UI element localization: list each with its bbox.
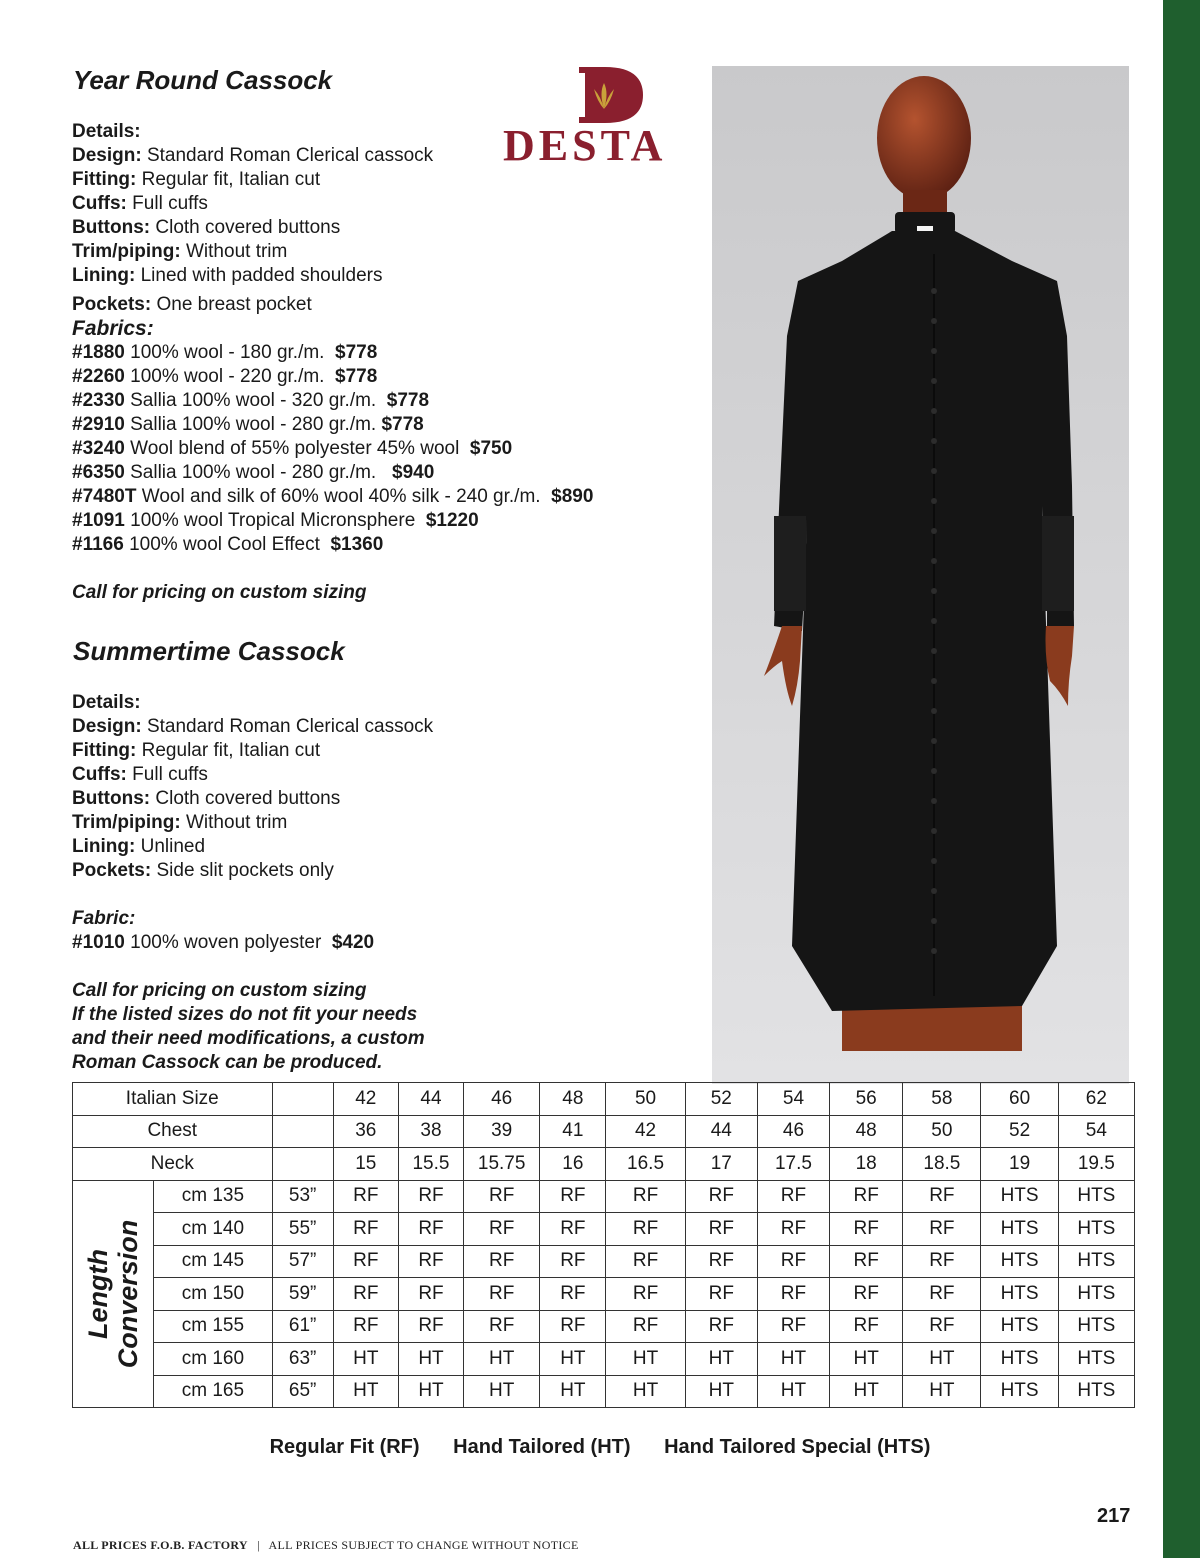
fit-code-cell: RF [464, 1278, 540, 1311]
table-cell: 19 [981, 1148, 1058, 1181]
fit-code-cell: HT [830, 1375, 903, 1408]
length-cm-cell: cm 160 [154, 1343, 272, 1376]
fit-code-cell: RF [606, 1310, 685, 1343]
fit-code-cell: RF [540, 1180, 606, 1213]
fit-code-cell: RF [464, 1245, 540, 1278]
fit-code-cell: HT [903, 1375, 981, 1408]
fit-code-cell: RF [757, 1245, 829, 1278]
fit-code-cell: RF [903, 1245, 981, 1278]
length-conversion-cell [73, 1180, 154, 1408]
fit-code-cell: RF [333, 1245, 398, 1278]
fit-code-cell: HT [757, 1375, 829, 1408]
length-inch-cell: 59” [272, 1278, 333, 1311]
desta-logo-text: DESTA [503, 121, 667, 170]
table-cell: 15.5 [398, 1148, 463, 1181]
fit-code-cell: HT [398, 1343, 463, 1376]
table-header-row [73, 1083, 1135, 1116]
fit-code-cell: HTS [981, 1245, 1058, 1278]
legend-regular-fit: Regular Fit (RF) [269, 1436, 420, 1458]
fit-code-cell: HT [464, 1375, 540, 1408]
length-inch-cell: 65” [272, 1375, 333, 1408]
table-cell: 39 [464, 1115, 540, 1148]
fit-code-cell: RF [606, 1180, 685, 1213]
table-cell: 46 [464, 1083, 540, 1116]
fabric-row: #1166 100% wool Cool Effect $1360 [72, 534, 384, 555]
detail-fitting: Fitting: Regular fit, Italian cut [72, 740, 321, 761]
conversion-label: Conversion [113, 1219, 144, 1369]
table-cell: 42 [333, 1083, 398, 1116]
fit-code-cell: HTS [1058, 1375, 1134, 1408]
length-label: Length [83, 1248, 114, 1339]
detail-buttons: Buttons: Cloth covered buttons [72, 788, 341, 809]
details-heading: Details: [72, 121, 141, 142]
fit-code-cell: RF [685, 1213, 757, 1246]
fit-code-cell: RF [757, 1278, 829, 1311]
table-cell: 48 [830, 1115, 903, 1148]
fit-code-cell: RF [903, 1180, 981, 1213]
table-cell: 50 [606, 1083, 685, 1116]
fit-code-cell: RF [398, 1310, 463, 1343]
fit-code-cell: RF [685, 1310, 757, 1343]
detail-pockets: Pockets: Side slit pockets only [72, 860, 334, 881]
table-cell: 17.5 [757, 1148, 829, 1181]
fit-code-cell: HTS [981, 1180, 1058, 1213]
cassock-illustration [712, 66, 1129, 1084]
table-row [73, 1310, 1135, 1343]
fit-code-cell: HT [398, 1375, 463, 1408]
fit-code-cell: RF [903, 1310, 981, 1343]
table-cell: 15.75 [464, 1148, 540, 1181]
detail-trim: Trim/piping: Without trim [72, 812, 288, 833]
table-header-row [73, 1148, 1135, 1181]
fit-code-cell: HT [540, 1343, 606, 1376]
fit-code-cell: HT [606, 1375, 685, 1408]
fit-code-cell: RF [464, 1180, 540, 1213]
fit-code-cell: RF [757, 1310, 829, 1343]
fit-code-cell: RF [903, 1213, 981, 1246]
table-row [73, 1343, 1135, 1376]
fabric-row: #1010 100% woven polyester $420 [72, 932, 375, 953]
fit-code-cell: RF [685, 1278, 757, 1311]
custom-note-line: and their need modifications, a custom [72, 1028, 425, 1049]
fit-code-cell: RF [540, 1245, 606, 1278]
length-conversion-label [83, 1219, 143, 1368]
fabric-row: #2260 100% wool - 220 gr./m. $778 [72, 366, 378, 387]
fit-code-cell: HT [903, 1343, 981, 1376]
fit-code-cell: RF [757, 1180, 829, 1213]
size-chart-table [72, 1082, 1135, 1408]
fabric-row: #7480T Wool and silk of 60% wool 40% silk - 240 gr./m. $890 [72, 486, 594, 507]
detail-buttons: Buttons: Cloth covered buttons [72, 217, 341, 238]
blank-cell [272, 1115, 333, 1148]
fit-code-cell: RF [398, 1213, 463, 1246]
detail-trim: Trim/piping: Without trim [72, 241, 288, 262]
row-label: Neck [73, 1148, 273, 1181]
length-cm-cell: cm 165 [154, 1375, 272, 1408]
fabrics-heading: Fabrics: [72, 317, 154, 340]
legend-hand-tailored-special: Hand Tailored Special (HTS) [664, 1436, 931, 1458]
fit-code-cell: HT [685, 1375, 757, 1408]
table-row [73, 1375, 1135, 1408]
length-inch-cell: 55” [272, 1213, 333, 1246]
blank-cell [272, 1148, 333, 1181]
detail-design: Design: Standard Roman Clerical cassock [72, 145, 434, 166]
table-row [73, 1245, 1135, 1278]
table-cell: 52 [685, 1083, 757, 1116]
fit-code-cell: RF [540, 1310, 606, 1343]
custom-note-line: Roman Cassock can be produced. [72, 1052, 383, 1073]
fit-code-cell: HTS [1058, 1310, 1134, 1343]
detail-pockets: Pockets: One breast pocket [72, 294, 312, 315]
fabric-row: #1091 100% wool Tropical Micronsphere $1220 [72, 510, 479, 531]
fit-code-cell: HTS [981, 1213, 1058, 1246]
fit-code-cell: RF [398, 1245, 463, 1278]
table-cell: 60 [981, 1083, 1058, 1116]
fit-code-cell: HTS [1058, 1180, 1134, 1213]
details-heading: Details: [72, 692, 141, 713]
summertime-title: Summertime Cassock [73, 636, 345, 666]
table-cell: 16.5 [606, 1148, 685, 1181]
table-cell: 15 [333, 1148, 398, 1181]
fit-legend [0, 1436, 1200, 1459]
table-cell: 42 [606, 1115, 685, 1148]
fabric-row: #2330 Sallia 100% wool - 320 gr./m. $778 [72, 390, 430, 411]
fit-code-cell: RF [606, 1213, 685, 1246]
length-inch-cell: 63” [272, 1343, 333, 1376]
fit-code-cell: HTS [981, 1310, 1058, 1343]
fit-code-cell: RF [398, 1180, 463, 1213]
fit-code-cell: RF [464, 1213, 540, 1246]
fabric-row: #2910 Sallia 100% wool - 280 gr./m. $778 [72, 414, 424, 435]
fit-code-cell: RF [606, 1245, 685, 1278]
table-cell: 62 [1058, 1083, 1134, 1116]
custom-note-line: If the listed sizes do not fit your needs [72, 1004, 418, 1025]
table-row [73, 1180, 1135, 1213]
fit-code-cell: RF [830, 1310, 903, 1343]
fit-code-cell: RF [464, 1310, 540, 1343]
fit-code-cell: HTS [1058, 1213, 1134, 1246]
fit-code-cell: HT [606, 1343, 685, 1376]
fit-code-cell: HTS [981, 1278, 1058, 1311]
table-row [73, 1278, 1135, 1311]
fit-code-cell: HT [333, 1375, 398, 1408]
fit-code-cell: RF [757, 1213, 829, 1246]
table-row [73, 1213, 1135, 1246]
length-cm-cell: cm 135 [154, 1180, 272, 1213]
fit-code-cell: HT [830, 1343, 903, 1376]
row-label: Chest [73, 1115, 273, 1148]
fit-code-cell: HT [757, 1343, 829, 1376]
fit-code-cell: RF [830, 1278, 903, 1311]
footer-price-change: ALL PRICES SUBJECT TO CHANGE WITHOUT NOTICE [268, 1538, 579, 1552]
desta-logo [503, 65, 713, 170]
length-inch-cell: 53” [272, 1180, 333, 1213]
table-cell: 58 [903, 1083, 981, 1116]
fit-code-cell: HTS [1058, 1245, 1134, 1278]
table-cell: 46 [757, 1115, 829, 1148]
length-inch-cell: 61” [272, 1310, 333, 1343]
table-header-row [73, 1115, 1135, 1148]
summertime-details [72, 691, 433, 1075]
table-cell: 18 [830, 1148, 903, 1181]
fit-code-cell: RF [830, 1245, 903, 1278]
table-cell: 18.5 [903, 1148, 981, 1181]
fit-code-cell: RF [333, 1213, 398, 1246]
table-cell: 19.5 [1058, 1148, 1134, 1181]
blank-cell [272, 1083, 333, 1116]
year-round-details [72, 120, 593, 605]
detail-design: Design: Standard Roman Clerical cassock [72, 716, 434, 737]
legend-hand-tailored: Hand Tailored (HT) [453, 1436, 631, 1458]
fit-code-cell: RF [903, 1278, 981, 1311]
page-number: 217 [1097, 1505, 1131, 1527]
table-cell: 16 [540, 1148, 606, 1181]
fit-code-cell: RF [606, 1278, 685, 1311]
table-cell: 36 [333, 1115, 398, 1148]
footer-separator: | [257, 1538, 260, 1552]
fit-code-cell: RF [830, 1213, 903, 1246]
detail-fitting: Fitting: Regular fit, Italian cut [72, 169, 321, 190]
footer-disclaimer [73, 1538, 579, 1553]
fit-code-cell: HT [540, 1375, 606, 1408]
custom-sizing-note: Call for pricing on custom sizing [72, 582, 367, 603]
table-cell: 52 [981, 1115, 1058, 1148]
table-cell: 54 [757, 1083, 829, 1116]
detail-lining: Lining: Unlined [72, 836, 206, 857]
cassock-photo [712, 66, 1129, 1084]
table-cell: 50 [903, 1115, 981, 1148]
fit-code-cell: RF [685, 1245, 757, 1278]
fit-code-cell: HTS [1058, 1278, 1134, 1311]
fit-code-cell: RF [540, 1213, 606, 1246]
fabric-row: #6350 Sallia 100% wool - 280 gr./m. $940 [72, 462, 435, 483]
fit-code-cell: RF [333, 1180, 398, 1213]
fit-code-cell: HT [464, 1343, 540, 1376]
fit-code-cell: HTS [1058, 1343, 1134, 1376]
length-cm-cell: cm 145 [154, 1245, 272, 1278]
desta-logo-mark [503, 65, 713, 125]
fit-code-cell: HT [333, 1343, 398, 1376]
table-cell: 48 [540, 1083, 606, 1116]
table-cell: 56 [830, 1083, 903, 1116]
fit-code-cell: RF [398, 1278, 463, 1311]
detail-cuffs: Cuffs: Full cuffs [72, 193, 208, 214]
detail-cuffs: Cuffs: Full cuffs [72, 764, 208, 785]
row-label: Italian Size [73, 1083, 273, 1116]
table-cell: 38 [398, 1115, 463, 1148]
footer-fob: ALL PRICES F.O.B. FACTORY [73, 1538, 248, 1552]
fit-code-cell: RF [333, 1278, 398, 1311]
fit-code-cell: RF [830, 1180, 903, 1213]
fit-code-cell: HTS [981, 1343, 1058, 1376]
fabric-heading: Fabric: [72, 908, 136, 929]
length-cm-cell: cm 150 [154, 1278, 272, 1311]
length-inch-cell: 57” [272, 1245, 333, 1278]
fit-code-cell: RF [685, 1180, 757, 1213]
table-cell: 54 [1058, 1115, 1134, 1148]
fit-code-cell: HTS [981, 1375, 1058, 1408]
year-round-title: Year Round Cassock [73, 65, 333, 95]
table-cell: 17 [685, 1148, 757, 1181]
detail-lining: Lining: Lined with padded shoulders [72, 265, 383, 286]
table-cell: 41 [540, 1115, 606, 1148]
side-color-bar [1163, 0, 1200, 1558]
fit-code-cell: RF [540, 1278, 606, 1311]
custom-sizing-note: Call for pricing on custom sizing [72, 980, 367, 1001]
length-cm-cell: cm 140 [154, 1213, 272, 1246]
fit-code-cell: RF [333, 1310, 398, 1343]
fabric-row: #1880 100% wool - 180 gr./m. $778 [72, 342, 378, 363]
table-cell: 44 [685, 1115, 757, 1148]
table-cell: 44 [398, 1083, 463, 1116]
fit-code-cell: HT [685, 1343, 757, 1376]
fabric-row: #3240 Wool blend of 55% polyester 45% wool $750 [72, 438, 513, 459]
length-cm-cell: cm 155 [154, 1310, 272, 1343]
